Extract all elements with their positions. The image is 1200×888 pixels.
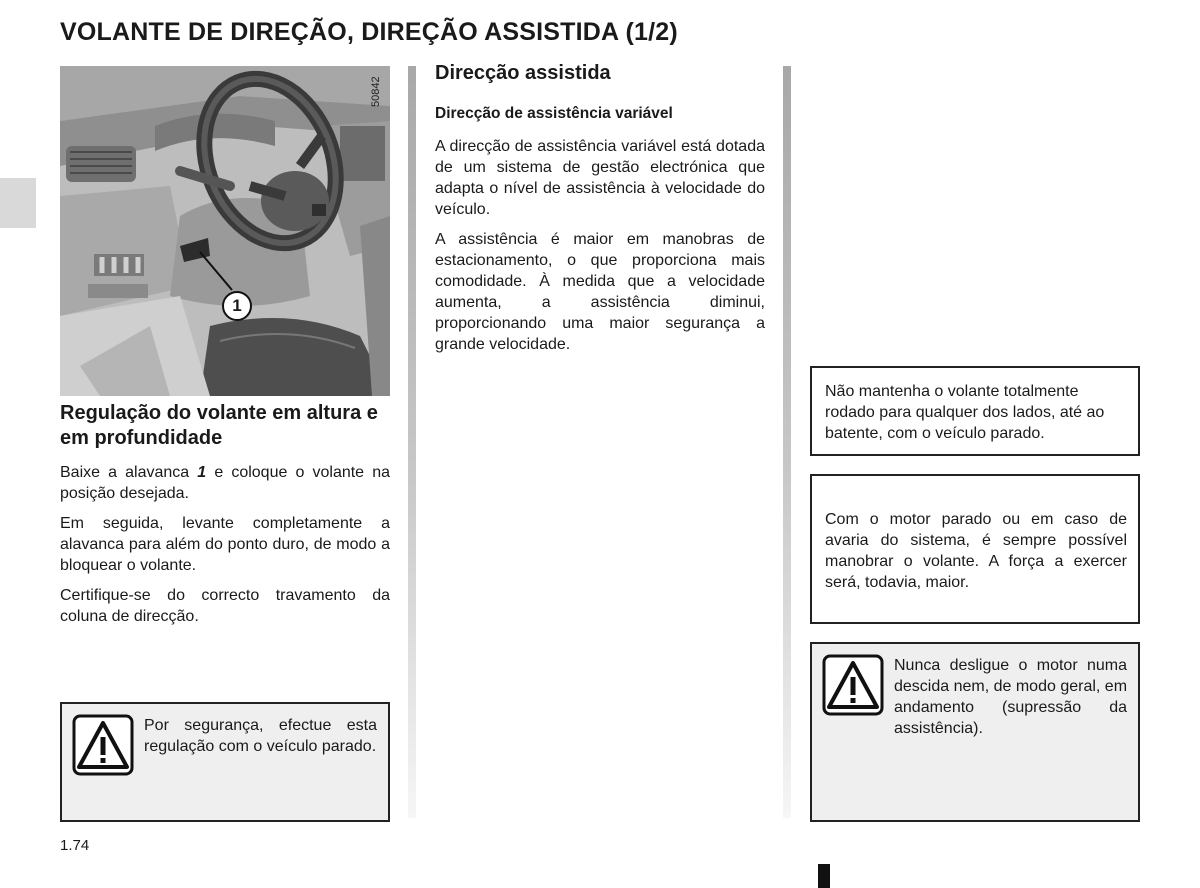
column-divider	[783, 66, 791, 818]
subsection-heading-variable-assist: Direcção de assistência variável	[435, 105, 673, 122]
warning-text: Por segurança, efectue esta regulação com o veículo parado.	[144, 717, 377, 755]
warning-triangle-icon	[72, 714, 134, 776]
column-divider	[408, 66, 416, 818]
steering-wheel-illustration	[60, 66, 390, 396]
paragraph: A assistência é maior em manobras de estacionamento, o que proporciona mais comodidade. À medida que a velocidade aumenta, a assistência diminui, proporcionando uma maior segurança a grande velocidade.	[435, 231, 765, 353]
warning-triangle-icon	[822, 654, 884, 716]
page-title: VOLANTE DE DIREÇÃO, DIREÇÃO ASSISTIDA (1/2)	[60, 18, 678, 46]
section-heading-power-steering: Direcção assistida	[435, 62, 611, 84]
warning-text: Nunca desligue o motor numa descida nem, de modo geral, em andamento (supressão da assistência).	[894, 657, 1128, 737]
note-box-full-lock	[810, 366, 1140, 456]
chapter-tab	[0, 178, 36, 228]
note-text: Com o motor parado ou em caso de avaria do sistema, é sempre possível manobrar o volante. A força a exercer será, todavia, maior.	[825, 511, 1127, 591]
paragraph: Em seguida, levante completamente a alavanca para além do ponto duro, de modo a bloquear o volante.	[60, 515, 390, 574]
lever-reference: 1	[197, 464, 207, 481]
warning-box-engine	[810, 642, 1140, 822]
figure-reference-number: 50842	[370, 76, 382, 108]
paragraph: Certifique-se do correcto travamento da coluna de direcção.	[60, 587, 390, 625]
paragraph: Baixe a alavanca 1 e coloque o volante na posição desejada.	[60, 464, 390, 502]
section-heading-adjustment: Regulação do volante em altura e em profundidade	[60, 402, 378, 449]
callout-marker: 1	[222, 291, 252, 321]
page-number: 1.74	[60, 837, 90, 854]
note-box-engine-off	[810, 474, 1140, 624]
note-text: Não mantenha o volante totalmente rodado para qualquer dos lados, até ao batente, com o veículo parado.	[825, 383, 1105, 442]
warning-box-safety	[60, 702, 390, 822]
paragraph: A direcção de assistência variável está dotada de um sistema de gestão electrónica que adapta o nível de assistência à velocidade do veículo.	[435, 138, 765, 218]
page-edge-marker	[818, 864, 830, 888]
